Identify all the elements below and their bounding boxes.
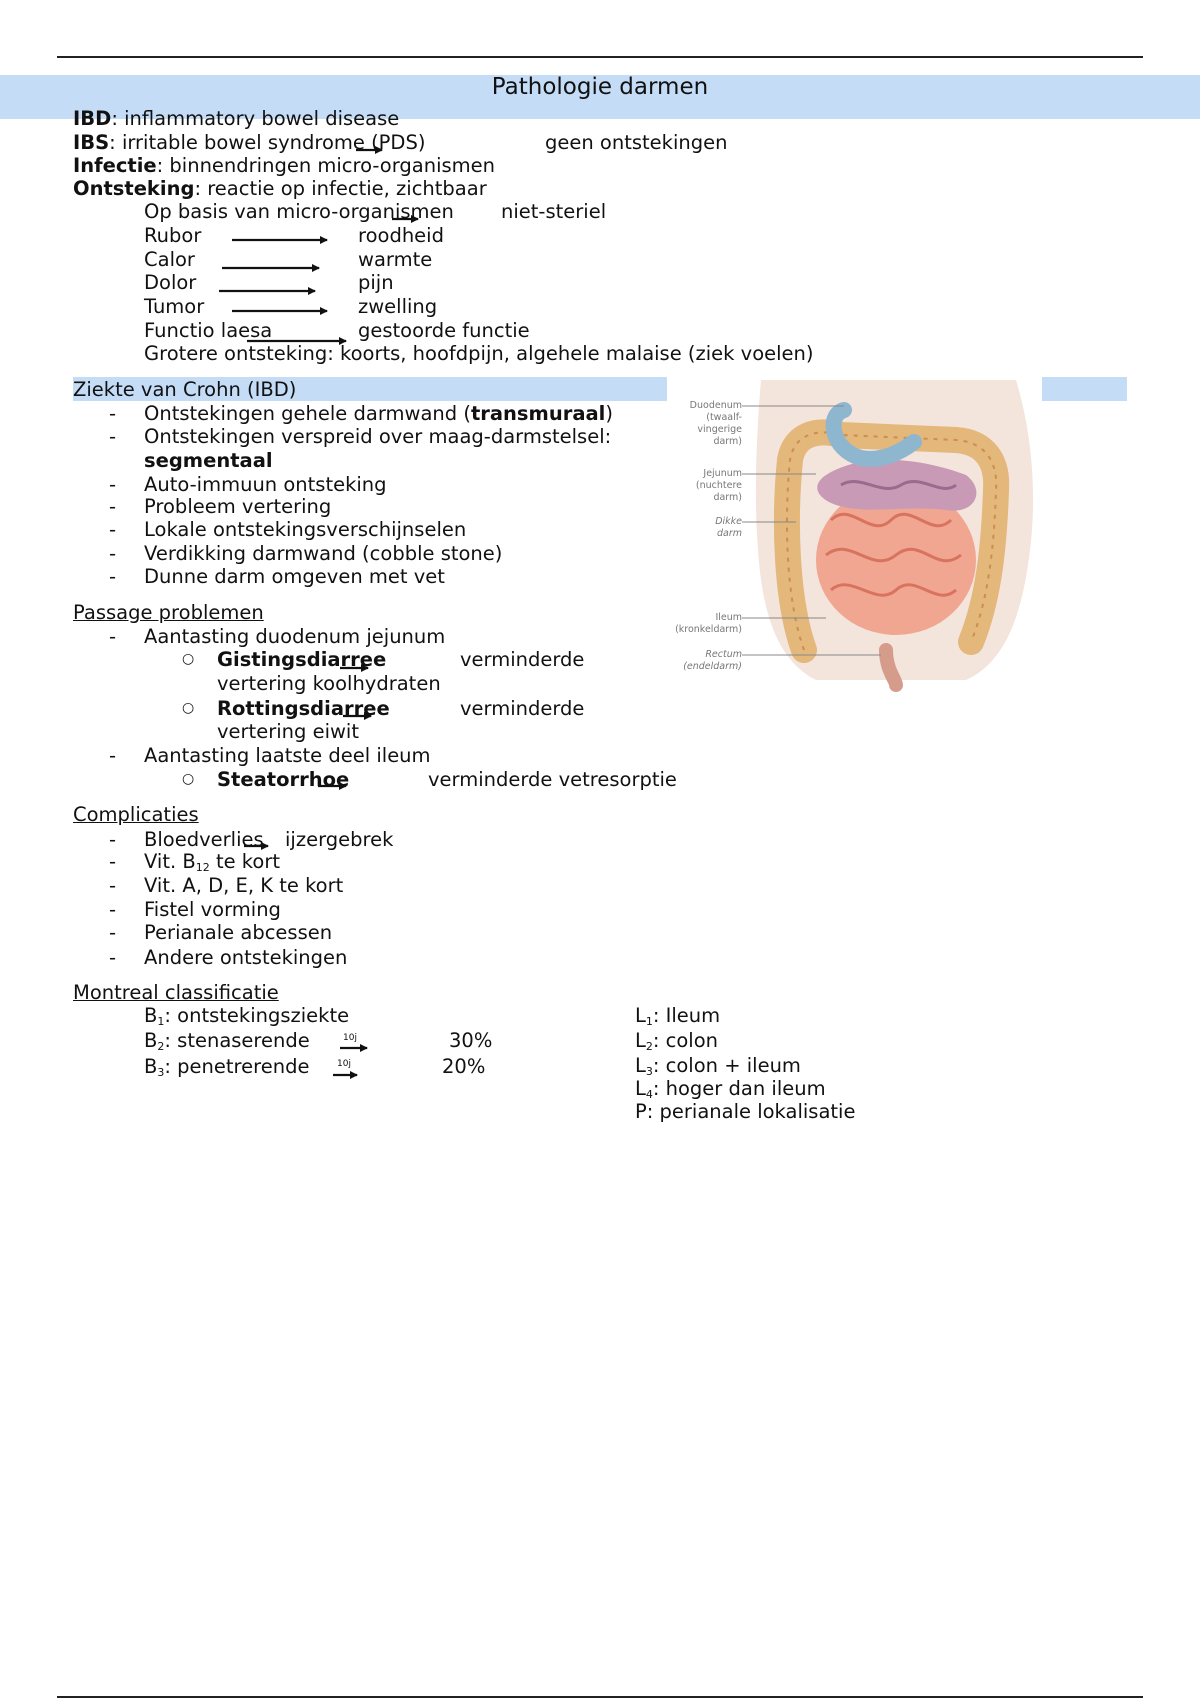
bullet-dash: -	[109, 744, 117, 767]
label-jejunum	[666, 468, 742, 504]
def-ibs	[73, 133, 425, 153]
l-text: : colon + ileum	[652, 1054, 801, 1077]
sign-latin: Rubor	[144, 224, 202, 247]
complicatie-item: Fistel vorming	[144, 898, 281, 921]
sign-meaning: gestoorde functie	[358, 319, 530, 342]
label-line: darm)	[713, 491, 742, 503]
label-line: Jejunum	[703, 468, 742, 479]
steator-term: Steatorrhoe	[217, 768, 350, 791]
label-line: (kronkeldarm)	[675, 623, 742, 635]
montreal-l4: $L_4$: hoger dan ileum	[635, 1077, 826, 1101]
l-text: : colon	[652, 1029, 719, 1052]
bullet-dash: -	[109, 565, 117, 588]
ibs-note: geen ontstekingen	[545, 131, 728, 154]
def-ontsteking	[73, 179, 487, 199]
b-sub: 1	[157, 1015, 165, 1028]
crohn-item1-bold: transmuraal	[470, 402, 606, 425]
bullet-dash: -	[109, 542, 117, 565]
crohn-heading: Ziekte van Crohn (IBD)	[73, 378, 297, 401]
label-duodenum	[666, 400, 742, 448]
crohn-item: Probleem vertering	[144, 495, 332, 518]
sign-latin: Dolor	[144, 271, 197, 294]
bottom-rule	[57, 1696, 1143, 1698]
sign-meaning: roodheid	[358, 224, 444, 247]
montreal-heading: Montreal classificatie	[73, 981, 279, 1004]
montreal-b2: $B_2$: stenaserende	[144, 1029, 310, 1053]
label-line: Duodenum	[689, 400, 742, 411]
term-ontsteking: Ontsteking	[73, 177, 195, 200]
l-text: : Ileum	[652, 1004, 721, 1027]
bullet-dash: -	[109, 828, 117, 851]
vitb-pre: Vit. B	[144, 850, 196, 873]
sign-latin: Calor	[144, 248, 195, 271]
steator-effect: verminderde vetresorptie	[428, 768, 677, 791]
label-line: vingerige	[697, 423, 742, 435]
rotting-cont: vertering eiwit	[217, 720, 359, 743]
label-line: Rectum	[705, 649, 742, 660]
bullet-dash: -	[109, 625, 117, 648]
def-ibd	[73, 109, 399, 129]
complicatie-item: Andere ontstekingen	[144, 946, 348, 969]
crohn-item1-pre: Ontstekingen gehele darmwand (	[144, 402, 471, 425]
b-sub: 3	[157, 1066, 165, 1079]
bullet-dash: -	[109, 425, 117, 448]
montreal-l1: $L_1$: Ileum	[635, 1004, 721, 1028]
montreal-b3: $B_3$: penetrerende	[144, 1055, 310, 1079]
crohn-item-bold: segmentaal	[144, 449, 273, 472]
label-line: darm	[716, 527, 742, 539]
l-sub: 3	[645, 1065, 653, 1078]
text-infectie: : binnendringen micro-organismen	[156, 154, 496, 177]
sign-latin: Functio laesa	[144, 319, 273, 342]
gisting-effect: verminderde	[460, 648, 585, 671]
label-dikke-darm	[666, 516, 742, 540]
complicatie-item: Vit. A, D, E, K te kort	[144, 874, 344, 897]
l-sub: 2	[645, 1040, 653, 1053]
gisting-term: Gistingsdiarree	[217, 648, 387, 671]
crohn-item1-post: )	[605, 402, 613, 425]
label-line: Ileum	[715, 612, 742, 623]
label-line: darm)	[713, 435, 742, 447]
ontsteking-basis: Op basis van micro-organismen	[144, 200, 454, 223]
label-rectum	[666, 649, 742, 673]
text-ibs: : irritable bowel syndrome (PDS)	[109, 131, 426, 154]
crohn-item: Dunne darm omgeven met vet	[144, 565, 445, 588]
bullet-dash: -	[109, 921, 117, 944]
bullet-circle: ○	[182, 700, 195, 716]
montreal-b1: $B_1$: ontstekingsziekte	[144, 1004, 350, 1028]
text-ontsteking: : reactie op infectie, zichtbaar	[194, 177, 487, 200]
sign-meaning: zwelling	[358, 295, 438, 318]
label-line: (nuchtere	[695, 479, 742, 491]
bullet-dash: -	[109, 402, 117, 425]
montreal-b2-tiny: 10j	[343, 1033, 357, 1043]
complicaties-heading: Complicaties	[73, 803, 199, 826]
b-text: : ontstekingsziekte	[164, 1004, 350, 1027]
bullet-dash: -	[109, 495, 117, 518]
montreal-b3-tiny: 10j	[337, 1059, 351, 1069]
montreal-l2: $L_2$: colon	[635, 1029, 719, 1053]
crohn-item: Lokale ontstekingsverschijnselen	[144, 518, 467, 541]
label-ileum	[658, 612, 742, 636]
def-infectie	[73, 156, 495, 176]
bullet-dash: -	[109, 946, 117, 969]
bullet-dash: -	[109, 898, 117, 921]
complicatie-item	[144, 852, 280, 873]
crohn-item: Verdikking darmwand (cobble stone)	[144, 542, 503, 565]
label-line: Dikke	[715, 516, 742, 527]
complicatie-effect: ijzergebrek	[285, 828, 394, 851]
gisting-cont: vertering koolhydraten	[217, 672, 441, 695]
sign-meaning: warmte	[358, 248, 433, 271]
bullet-dash: -	[109, 518, 117, 541]
ontsteking-basis-note: niet-steriel	[501, 200, 607, 223]
term-infectie: Infectie	[73, 154, 157, 177]
term-ibs: IBS	[73, 131, 110, 154]
vitb-sub: 12	[195, 861, 210, 874]
passage-heading: Passage problemen	[73, 601, 264, 624]
grotere-ontsteking: Grotere ontsteking: koorts, hoofdpijn, algehele malaise (ziek voelen)	[144, 342, 814, 365]
complicatie-item: Bloedverlies	[144, 828, 264, 851]
page-title: Pathologie darmen	[491, 74, 709, 100]
passage-item: Aantasting duodenum jejunum	[144, 625, 446, 648]
bullet-circle: ○	[182, 771, 195, 787]
l-sub: 4	[645, 1088, 653, 1101]
vitb-post: te kort	[209, 850, 280, 873]
b-text: : stenaserende	[164, 1029, 310, 1052]
rotting-effect: verminderde	[460, 697, 585, 720]
montreal-p: P: perianale lokalisatie	[635, 1100, 856, 1123]
rotting-term: Rottingsdiarree	[217, 697, 390, 720]
crohn-item: Ontstekingen verspreid over maag-darmstelsel:	[144, 425, 612, 448]
top-rule	[57, 56, 1143, 58]
bullet-dash: -	[109, 473, 117, 496]
crohn-item	[144, 404, 613, 424]
complicatie-item: Perianale abcessen	[144, 921, 333, 944]
l-text: : hoger dan ileum	[652, 1077, 826, 1100]
montreal-b3-pct: 20%	[442, 1055, 486, 1078]
montreal-l3: $L_3$: colon + ileum	[635, 1054, 801, 1078]
text-ibd: : inflammatory bowel disease	[111, 107, 400, 130]
bullet-dash: -	[109, 850, 117, 873]
b-sub: 2	[157, 1040, 165, 1053]
bullet-dash: -	[109, 874, 117, 897]
label-line: (twaalf-	[706, 411, 742, 423]
l-sub: 1	[645, 1015, 653, 1028]
sign-latin: Tumor	[144, 295, 205, 318]
sign-meaning: pijn	[358, 271, 394, 294]
montreal-b2-pct: 30%	[449, 1029, 493, 1052]
term-ibd: IBD	[73, 107, 112, 130]
passage-item: Aantasting laatste deel ileum	[144, 744, 431, 767]
label-line: (endeldarm)	[683, 660, 742, 672]
bullet-circle: ○	[182, 651, 195, 667]
intestine-figure	[666, 380, 1066, 698]
crohn-item: Auto-immuun ontsteking	[144, 473, 387, 496]
b-text: : penetrerende	[164, 1055, 310, 1078]
